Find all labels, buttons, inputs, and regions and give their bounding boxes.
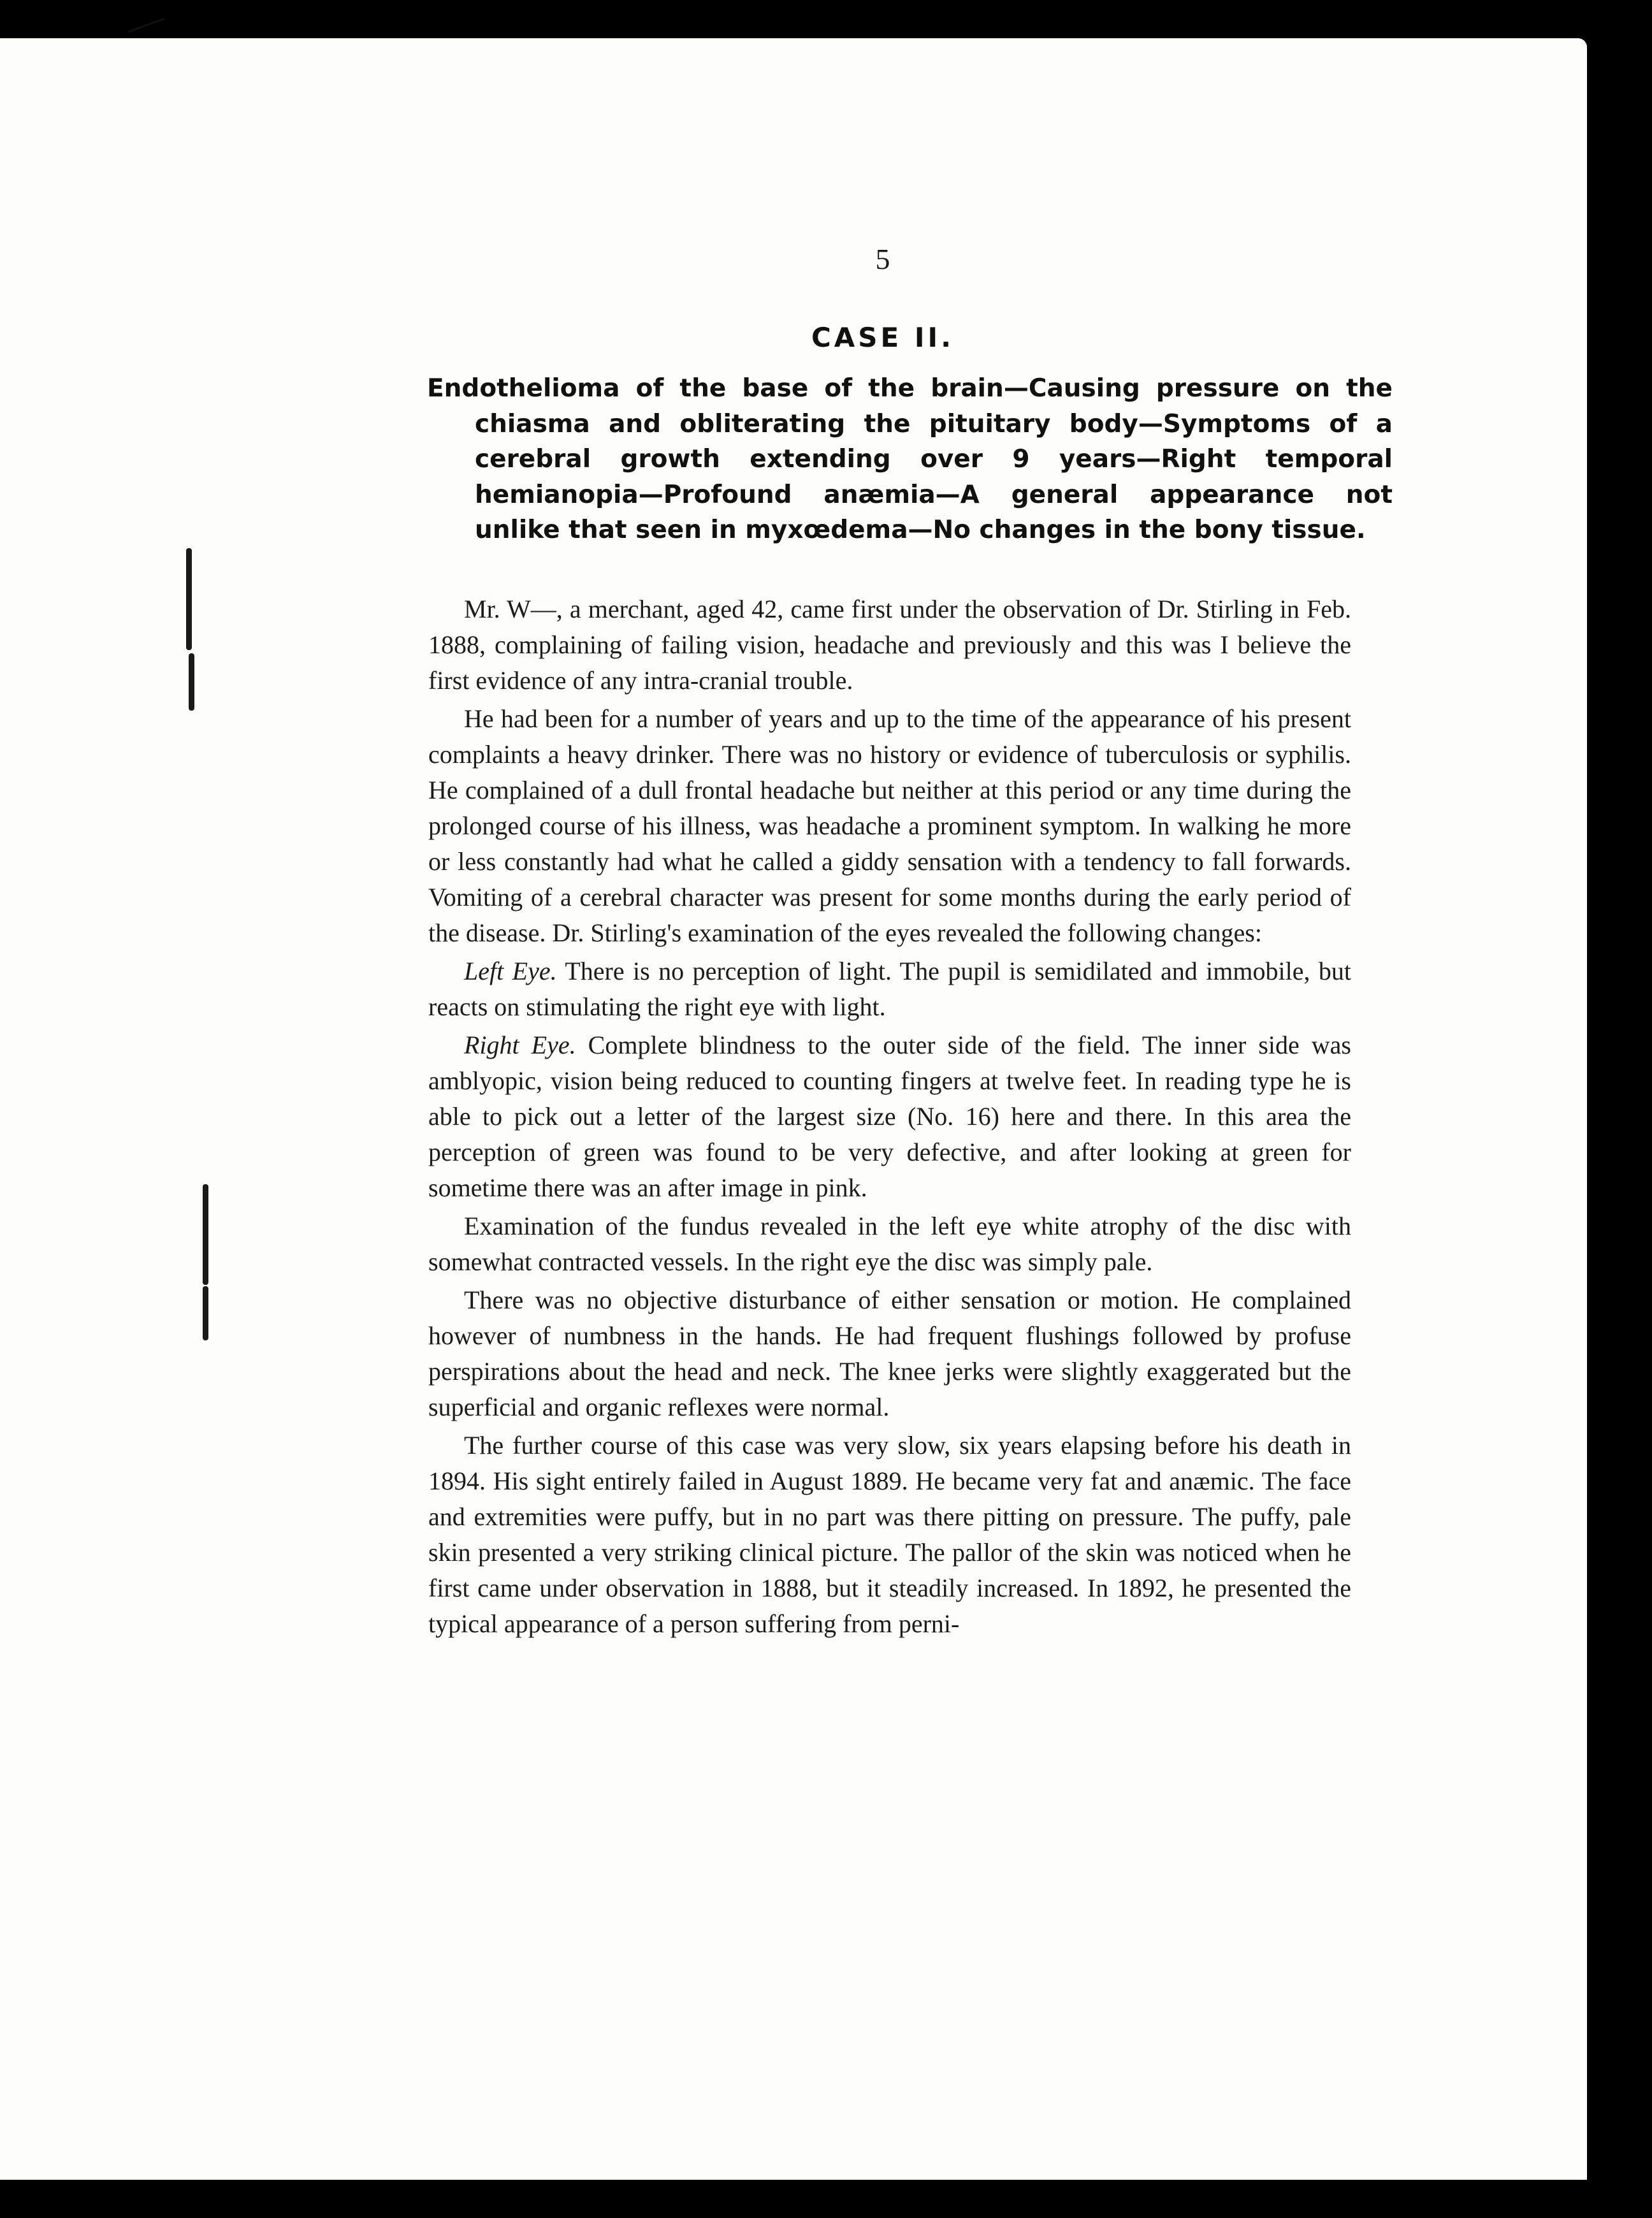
paragraph-text: The further course of this case was very slow, six years elapsing before his death in 1894. His sight entirely failed in August 1889. He became very fat and anæmic. The face and extremities were puffy, but in no part was there pitting on pressure. The puffy, pale skin presented a very striking clinical picture. The pallor of the skin was noticed when he first came under observation in 1888, but it steadily increased. In 1892, he presented the typical appearance of a person suffering from perni- [428, 1431, 1351, 1638]
paragraph [428, 1282, 1351, 1425]
document-page [0, 38, 1587, 2180]
case-summary: Endothelioma of the base of the brain—Causing pressure on the chiasma and obliterating the pituitary body—Symptoms of a cerebral growth extending over 9 years—Right temporal hemianopia—Profound anæmia—A general appearance not unlike that seen in myxœdema—No changes in the bony tissue. [427, 374, 1393, 544]
case-title: CASE II. [811, 322, 955, 353]
paragraph-lead: Right Eye. [464, 1031, 576, 1059]
binding-mark [189, 653, 194, 711]
binding-mark [186, 548, 192, 650]
paragraph [428, 701, 1351, 951]
paragraph [428, 1208, 1351, 1280]
paragraph-text: Mr. W—, a merchant, aged 42, came first under the observation of Dr. Stirling in Feb. 1888, complaining of failing vision, headache and previously and this was I believe the first evidence of any intra-cranial trouble. [428, 595, 1351, 695]
body-text [428, 591, 1351, 1644]
paragraph-text: He had been for a number of years and up to the time of the appearance of his present complaints a heavy drinker. There was no history or evidence of tuberculosis or syphilis. He complained of a dull frontal headache but neither at this period or any time during the prolonged course of his illness, was headache a prominent symptom. In walking he more or less constantly had what he called a giddy sensation with a tendency to fall forwards. Vomiting of a cerebral character was present for some months during the early period of the disease. Dr. Stirling's examination of the eyes revealed the following changes: [428, 704, 1351, 947]
paragraph-text: There was no objective disturbance of either sensation or motion. He complained however of numbness in the hands. He had frequent flushings followed by profuse perspirations about the head and neck. The knee jerks were slightly exaggerated but the superficial and organic reflexes were normal. [428, 1286, 1351, 1421]
paragraph [428, 591, 1351, 699]
binding-mark [203, 1184, 208, 1285]
page-number: 5 [875, 243, 890, 275]
paragraph-lead: Left Eye. [464, 957, 557, 985]
binding-mark [203, 1286, 208, 1340]
scan-edge-mark [128, 18, 164, 33]
paragraph [428, 1027, 1351, 1206]
paragraph [428, 953, 1351, 1025]
paragraph-text: Complete blindness to the outer side of the field. The inner side was amblyopic, vision being reduced to counting fingers at twelve feet. In reading type he is able to pick out a letter of the largest size (No. 16) here and there. In this area the perception of green was found to be very defective, and after looking at green for sometime there was an after image in pink. [428, 1031, 1351, 1202]
paragraph-text: Examination of the fundus revealed in the left eye white atrophy of the disc with somewhat contracted vessels. In the right eye the disc was simply pale. [428, 1212, 1351, 1276]
paragraph-text: There is no perception of light. The pupil is semidilated and immobile, but reacts on stimulating the right eye with light. [428, 957, 1352, 1021]
paragraph [428, 1428, 1351, 1642]
